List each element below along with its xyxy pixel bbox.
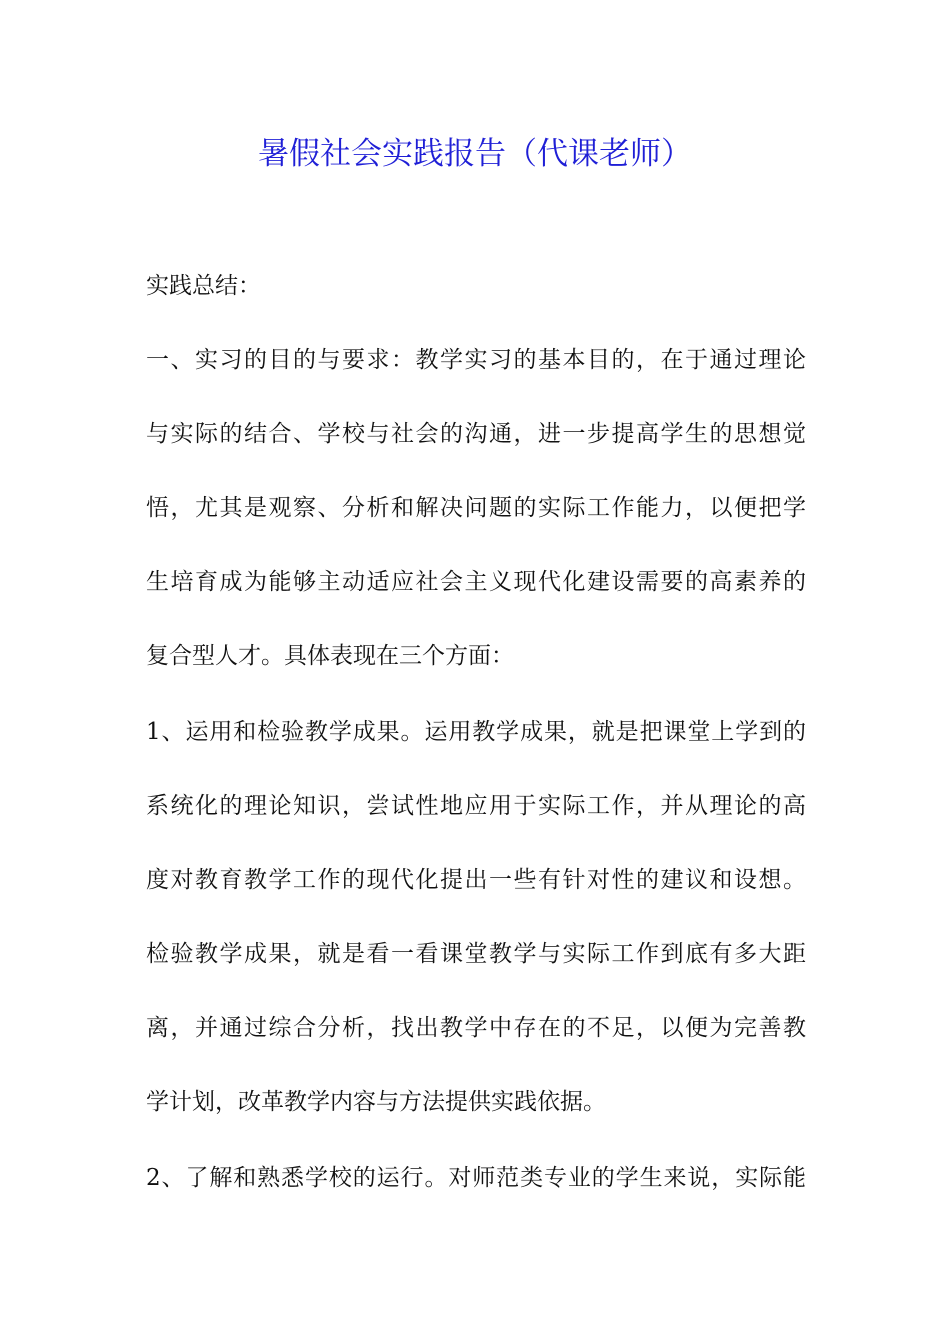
paragraph-line: 检验教学成果，就是看一看课堂教学与实际工作到底有多大距 <box>146 941 806 967</box>
paragraph-line: 悟，尤其是观察、分析和解决问题的实际工作能力，以便把学 <box>146 495 806 521</box>
paragraph-line: 与实际的结合、学校与社会的沟通，进一步提高学生的思想觉 <box>146 421 806 447</box>
paragraph-line: 学计划，改革教学内容与方法提供实践依据。 <box>146 1089 606 1115</box>
paragraph-line: 实践总结： <box>146 273 261 299</box>
paragraph-line: 度对教育教学工作的现代化提出一些有针对性的建议和设想。 <box>146 867 806 893</box>
paragraph-line: 离，并通过综合分析，找出教学中存在的不足，以便为完善教 <box>146 1015 806 1041</box>
paragraph-line: 系统化的理论知识，尝试性地应用于实际工作，并从理论的高 <box>146 793 806 819</box>
paragraph-line: 2、了解和熟悉学校的运行。对师范类专业的学生来说，实际能 <box>146 1165 806 1191</box>
paragraph-line: 一、实习的目的与要求：教学实习的基本目的，在于通过理论 <box>146 347 806 373</box>
document-title: 暑假社会实践报告（代课老师） <box>258 136 692 172</box>
paragraph-line: 生培育成为能够主动适应社会主义现代化建设需要的高素养的 <box>146 569 806 595</box>
paragraph-line: 1、运用和检验教学成果。运用教学成果，就是把课堂上学到的 <box>146 719 806 745</box>
paragraph-line: 复合型人才。具体表现在三个方面： <box>146 643 514 669</box>
